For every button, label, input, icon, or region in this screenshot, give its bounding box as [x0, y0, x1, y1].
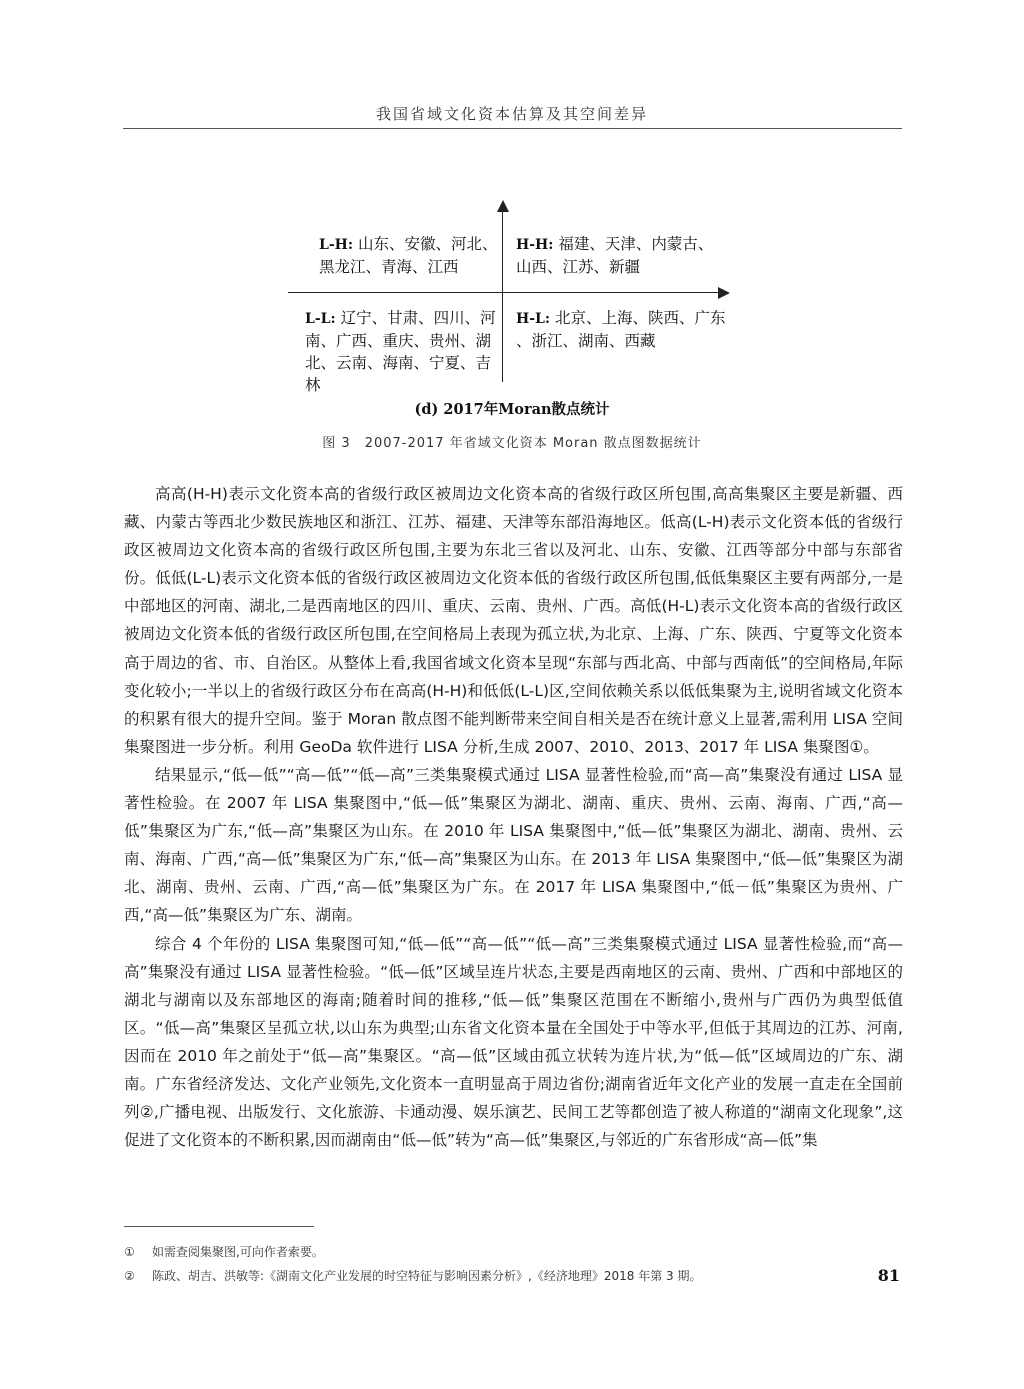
footnote-text: 如需查阅集聚图,可向作者索要。	[152, 1245, 324, 1259]
vertical-axis-arrow-icon	[497, 200, 509, 212]
quadrant-hl-text: 北京、上海、陕西、广东 、浙江、湖南、西藏	[516, 309, 726, 350]
page-number: 81	[877, 1266, 900, 1285]
footnote-text: 陈政、胡吉、洪敏等:《湖南文化产业发展的时空特征与影响因素分析》,《经济地理》2018 年第 3 期。	[152, 1269, 702, 1283]
footnote-mark: ②	[124, 1269, 135, 1283]
footnote-rule	[124, 1226, 314, 1227]
quadrant-hl	[516, 307, 726, 352]
quadrant-lh	[319, 233, 504, 278]
quadrant-hl-label: H-L:	[516, 311, 551, 327]
quadrant-lh-label: L-H:	[319, 237, 354, 253]
quadrant-hh	[516, 233, 726, 278]
footnote	[124, 1264, 903, 1288]
quadrant-lh-text: 山东、安徽、河北、黑龙江、青海、江西	[319, 235, 498, 276]
quadrant-ll	[305, 307, 505, 396]
quadrant-ll-label: L-L:	[305, 311, 336, 327]
running-head: 我国省域文化资本估算及其空间差异	[375, 105, 648, 123]
quadrant-hh-text: 福建、天津、内蒙古、山西、江苏、新疆	[516, 235, 714, 276]
quadrant-ll-text: 辽宁、甘肃、四川、河南、广西、重庆、贵州、湖北、云南、海南、宁夏、吉林	[305, 309, 496, 394]
quadrant-hh-label: H-H:	[516, 237, 554, 253]
paragraph: 结果显示,“低—低”“高—低”“低—高”三类集聚模式通过 LISA 显著性检验,而“高—高”集聚没有通过 LISA 显著性检验。在 2007 年 LISA 集聚图中,“低—低”集聚区为湖北、湖南、重庆、贵州、云南、海南、广西,“高—低”集聚区为广东,“低—高”集聚区为山东。在 2010 年 LISA 集聚图中,“低—低”集聚区为湖北、湖南、贵州、云南、海南、广西,“高—低”集聚区为广东,“低—高”集聚区为山东。在 2013 年 LISA 集聚图中,“低—低”集聚区为湖北、湖南、贵州、云南、广西,“高—低”集聚区为广东。在 2017 年 LISA 集聚图中,“低－低”集聚区为贵州、广西,“高—低”集聚区为广东、湖南。	[124, 765, 903, 925]
figure-subtitle: (d) 2017年Moran散点统计	[414, 401, 610, 418]
figure-caption: 图 3 2007-2017 年省域文化资本 Moran 散点图数据统计	[322, 436, 702, 451]
footnote-mark: ①	[124, 1245, 135, 1259]
horizontal-axis-arrow-icon	[718, 287, 730, 299]
footnotes	[124, 1240, 903, 1288]
paragraph: 高高(H-H)表示文化资本高的省级行政区被周边文化资本高的省级行政区所包围,高高集聚区主要是新疆、西藏、内蒙古等西北少数民族地区和浙江、江苏、福建、天津等东部沿海地区。低高(L-H)表示文化资本低的省级行政区被周边文化资本高的省级行政区所包围,主要为东北三省以及河北、山东、安徽、江西等部分中部与东部省份。低低(L-L)表示文化资本低的省级行政区被周边文化资本低的省级行政区所包围,低低集聚区主要有两部分,一是中部地区的河南、湖北,二是西南地区的四川、重庆、云南、贵州、广西。高低(H-L)表示文化资本高的省级行政区被周边文化资本低的省级行政区所包围,在空间格局上表现为孤立状,为北京、上海、广东、陕西、宁夏等文化资本高于周边的省、市、自治区。从整体上看,我国省域文化资本呈现“东部与西北高、中部与西南低”的空间格局,年际变化较小;一半以上的省级行政区分布在高高(H-H)和低低(L-L)区,空间依赖关系以低低集聚为主,说明省域文化资本的积累有很大的提升空间。鉴于 Moran 散点图不能判断带来空间自相关是否在统计意义上显著,需利用 LISA 空间集聚图进一步分析。利用 GeoDa 软件进行 LISA 分析,生成 2007、2010、2013、2017 年 LISA 集聚图①。	[124, 485, 903, 756]
horizontal-axis	[288, 292, 720, 293]
moran-scatter-figure	[0, 0, 1024, 470]
paragraph: 综合 4 个年份的 LISA 集聚图可知,“低—低”“高—低”“低—高”三类集聚模式通过 LISA 显著性检验,而“高—高”集聚没有通过 LISA 显著性检验。“低—低”区域呈连片状态,主要是西南地区的云南、贵州、广西和中部地区的湖北与湖南以及东部地区的海南;随着时间的推移,“低—低”集聚区范围在不断缩小,贵州与广西仍为典型低值区。“低—高”集聚区呈孤立状,以山东为典型;山东省文化资本量在全国处于中等水平,但低于其周边的江苏、河南,因而在 2010 年之前处于“低—高”集聚区。“高—低”区域由孤立状转为连片状,为“低—低”区域周边的广东、湖南。广东省经济发达、文化产业领先,文化资本一直明显高于周边省份;湖南省近年文化产业的发展一直走在全国前列②,广播电视、出版发行、文化旅游、卡通动漫、娱乐演艺、民间工艺等都创造了被人称道的“湖南文化现象”,这促进了文化资本的不断积累,因而湖南由“低—低”转为“高—低”集聚区,与邻近的广东省形成“高—低”集	[124, 934, 903, 1150]
footnote	[124, 1240, 903, 1264]
body-text	[124, 480, 903, 1154]
